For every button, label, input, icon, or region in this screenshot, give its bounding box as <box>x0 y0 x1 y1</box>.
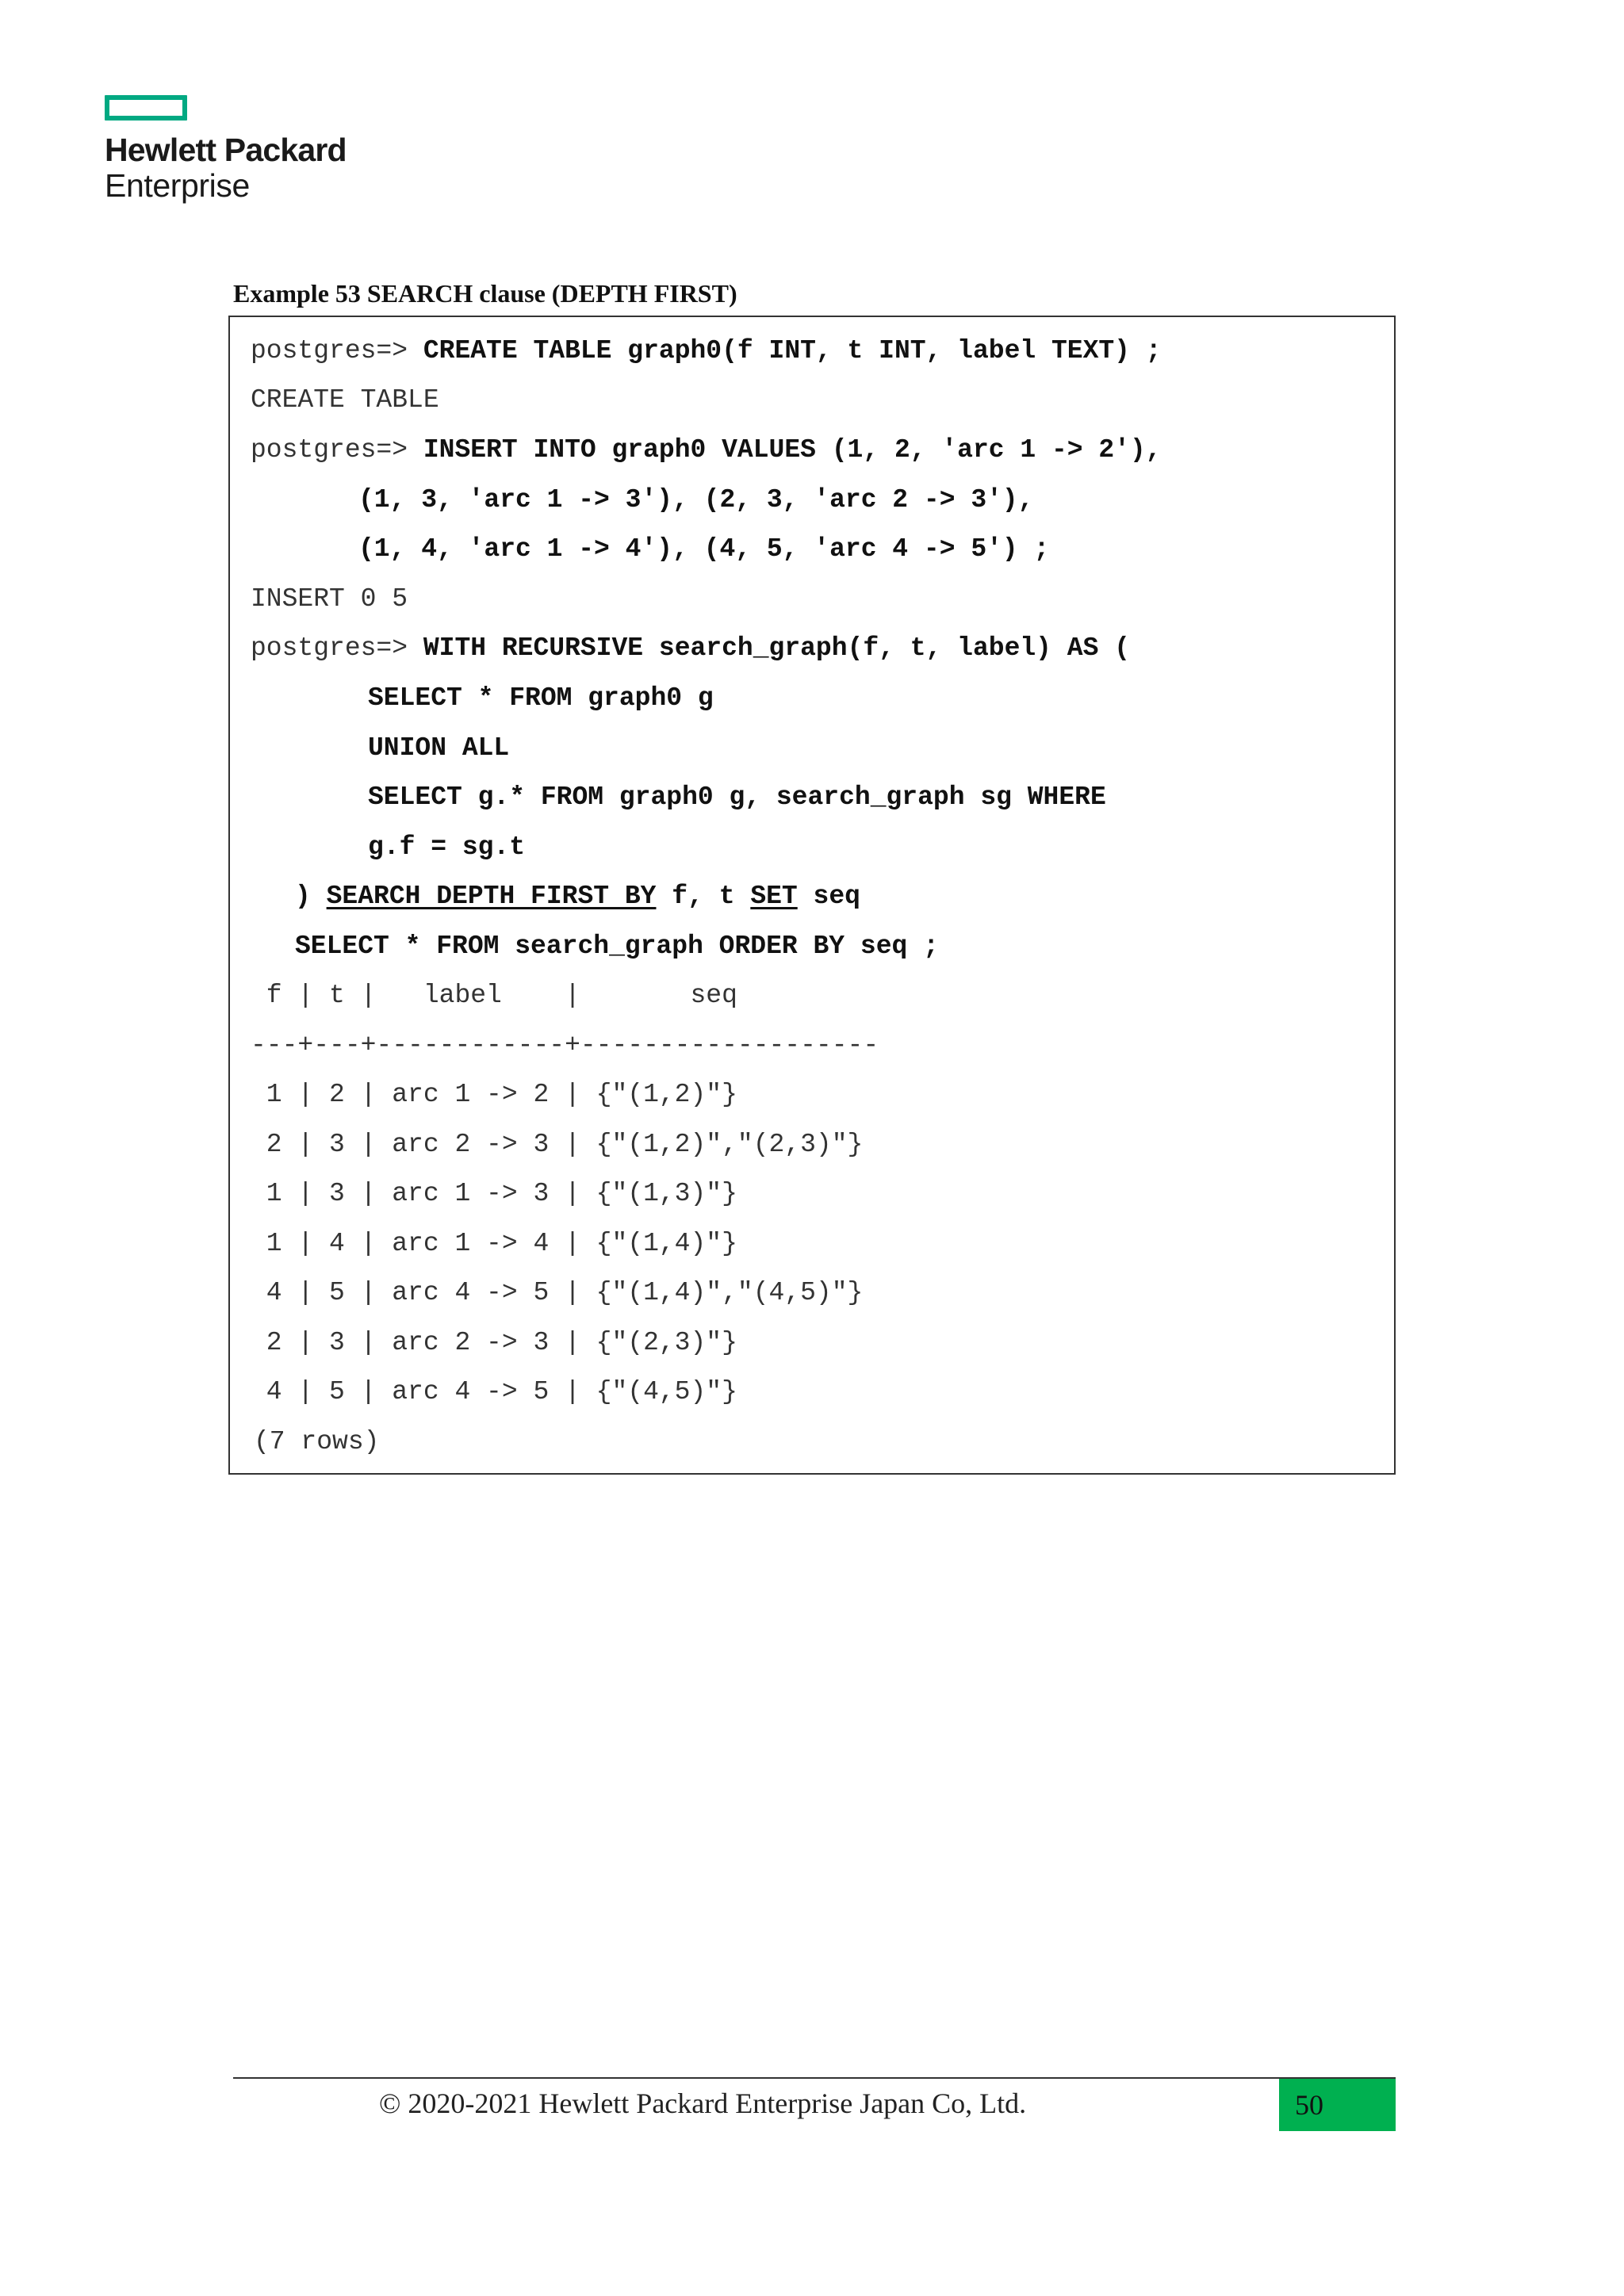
table-row: 2 | 3 | arc 2 -> 3 | {"(1,2)","(2,3)"} <box>251 1130 864 1159</box>
logo-text-line1: Hewlett Packard <box>105 132 347 168</box>
sql-continuation: (1, 3, 'arc 1 -> 3'), (2, 3, 'arc 2 -> 3'), <box>358 485 1034 515</box>
sql-command: INSERT INTO graph0 VALUES (1, 2, 'arc 1 -> 2'), <box>423 435 1162 465</box>
code-token: f, t <box>656 882 751 911</box>
sql-continuation: (1, 4, 'arc 1 -> 4'), (4, 5, 'arc 4 -> 5') ; <box>358 534 1050 564</box>
code-block <box>228 316 1396 1475</box>
page-number: 50 <box>1279 2079 1396 2131</box>
code-token: ) <box>295 882 327 911</box>
copyright-text: © 2020-2021 Hewlett Packard Enterprise Japan Co, Ltd. <box>379 2087 1027 2119</box>
prompt: postgres=> <box>251 633 423 663</box>
code-token: seq <box>797 882 860 911</box>
code-line <box>251 434 1162 466</box>
table-row: 1 | 2 | arc 1 -> 2 | {"(1,2)"} <box>251 1080 737 1109</box>
sql-continuation: UNION ALL <box>368 733 510 763</box>
row-count: (7 rows) <box>254 1427 380 1456</box>
code-output: INSERT 0 5 <box>251 584 408 614</box>
result-header: f | t | label | seq <box>251 981 737 1010</box>
code-line <box>251 335 1162 367</box>
code-line <box>251 633 1130 664</box>
logo-rectangle-icon <box>105 95 187 121</box>
sql-command: WITH RECURSIVE search_graph(f, t, label) AS ( <box>423 633 1130 663</box>
sql-command: CREATE TABLE graph0(f INT, t INT, label TEXT) ; <box>423 336 1162 365</box>
sql-continuation: SELECT * FROM search_graph ORDER BY seq ; <box>295 932 939 961</box>
table-row: 2 | 3 | arc 2 -> 3 | {"(2,3)"} <box>251 1328 737 1357</box>
prompt: postgres=> <box>251 336 423 365</box>
hpe-logo <box>105 95 347 203</box>
set-keyword: SET <box>750 882 798 911</box>
footer-divider <box>233 2077 1396 2079</box>
table-row: 4 | 5 | arc 4 -> 5 | {"(4,5)"} <box>251 1377 737 1406</box>
table-row: 4 | 5 | arc 4 -> 5 | {"(1,4)","(4,5)"} <box>251 1278 864 1307</box>
prompt: postgres=> <box>251 435 423 465</box>
table-row: 1 | 4 | arc 1 -> 4 | {"(1,4)"} <box>251 1229 737 1258</box>
logo-text-line2: Enterprise <box>105 167 250 204</box>
code-output: CREATE TABLE <box>251 385 439 415</box>
search-depth-first-keyword: SEARCH DEPTH FIRST BY <box>326 882 657 911</box>
result-separator: ---+---+------------+------------------- <box>251 1031 879 1060</box>
sql-continuation: SELECT g.* FROM graph0 g, search_graph sg WHERE <box>368 783 1106 812</box>
sql-continuation <box>295 881 860 913</box>
sql-continuation: SELECT * FROM graph0 g <box>368 683 714 713</box>
example-caption: Example 53 SEARCH clause (DEPTH FIRST) <box>233 279 737 308</box>
table-row: 1 | 3 | arc 1 -> 3 | {"(1,3)"} <box>251 1179 737 1208</box>
sql-continuation: g.f = sg.t <box>368 832 526 862</box>
